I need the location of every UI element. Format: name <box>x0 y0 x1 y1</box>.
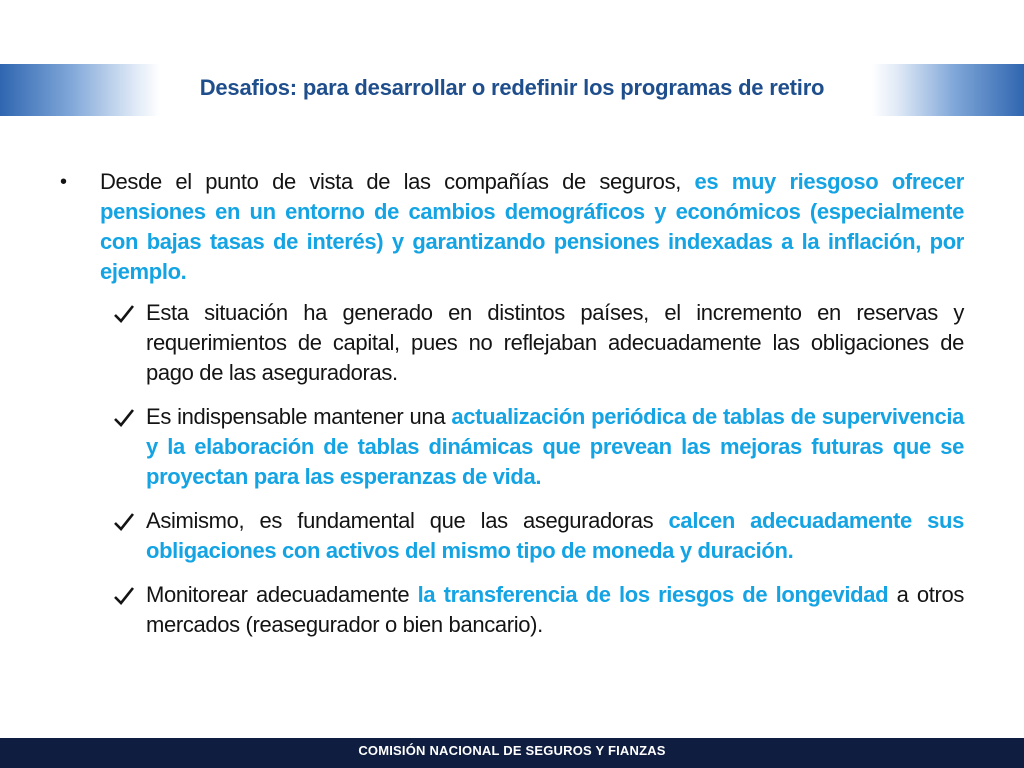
checkmark-icon <box>112 402 136 432</box>
subpoint-1 <box>146 298 964 388</box>
main-bullet-text: Desde el punto de vista de las compañías de seguros, <box>100 169 695 194</box>
checkmark-icon <box>112 506 136 536</box>
subpoint-4-text: Monitorear adecuadamente <box>146 582 418 607</box>
subpoint-2-highlight: actualización periódica de tablas de supervivencia y la elaboración de tablas dinámicas que prevean las mejoras futuras que se proyectan para las esperanzas de vida. <box>146 404 964 489</box>
subpoint-1-text: Esta situación ha generado en distintos países, el incremento en reservas y requerimientos de capital, pues no reflejaban adecuadamente las obligaciones de pago de las aseguradoras. <box>146 300 964 385</box>
subpoint-2-text: Es indispensable mantener una <box>146 404 452 429</box>
main-bullet <box>60 167 964 287</box>
checkmark-icon <box>112 580 136 610</box>
subpoint-4 <box>146 580 964 640</box>
main-bullet-highlight: es muy riesgoso ofrecer pensiones en un entorno de cambios demográficos y económicos (especialmente con bajas tasas de interés) y garantizando pensiones indexadas a la inflación, por ejemplo. <box>100 169 964 284</box>
subpoint-3-text: Asimismo, es fundamental que las aseguradoras <box>146 508 669 533</box>
subpoint-4-text-end: a otros mercados (reasegurador o bien bancario). <box>146 582 964 637</box>
slide-title: Desafios: para desarrollar o redefinir los programas de retiro <box>199 75 825 100</box>
footer-text: COMISIÓN NACIONAL DE SEGUROS Y FIANZAS <box>358 743 666 758</box>
checkmark-icon <box>112 298 136 328</box>
subpoint-2 <box>146 402 964 492</box>
subpoint-3-highlight: calcen adecuadamente sus obligaciones con activos del mismo tipo de moneda y duración. <box>146 508 965 563</box>
subpoint-4-highlight: la transferencia de los riesgos de longevidad <box>417 582 889 607</box>
bullet-dot-icon: • <box>60 171 67 193</box>
subpoint-3 <box>146 506 964 566</box>
